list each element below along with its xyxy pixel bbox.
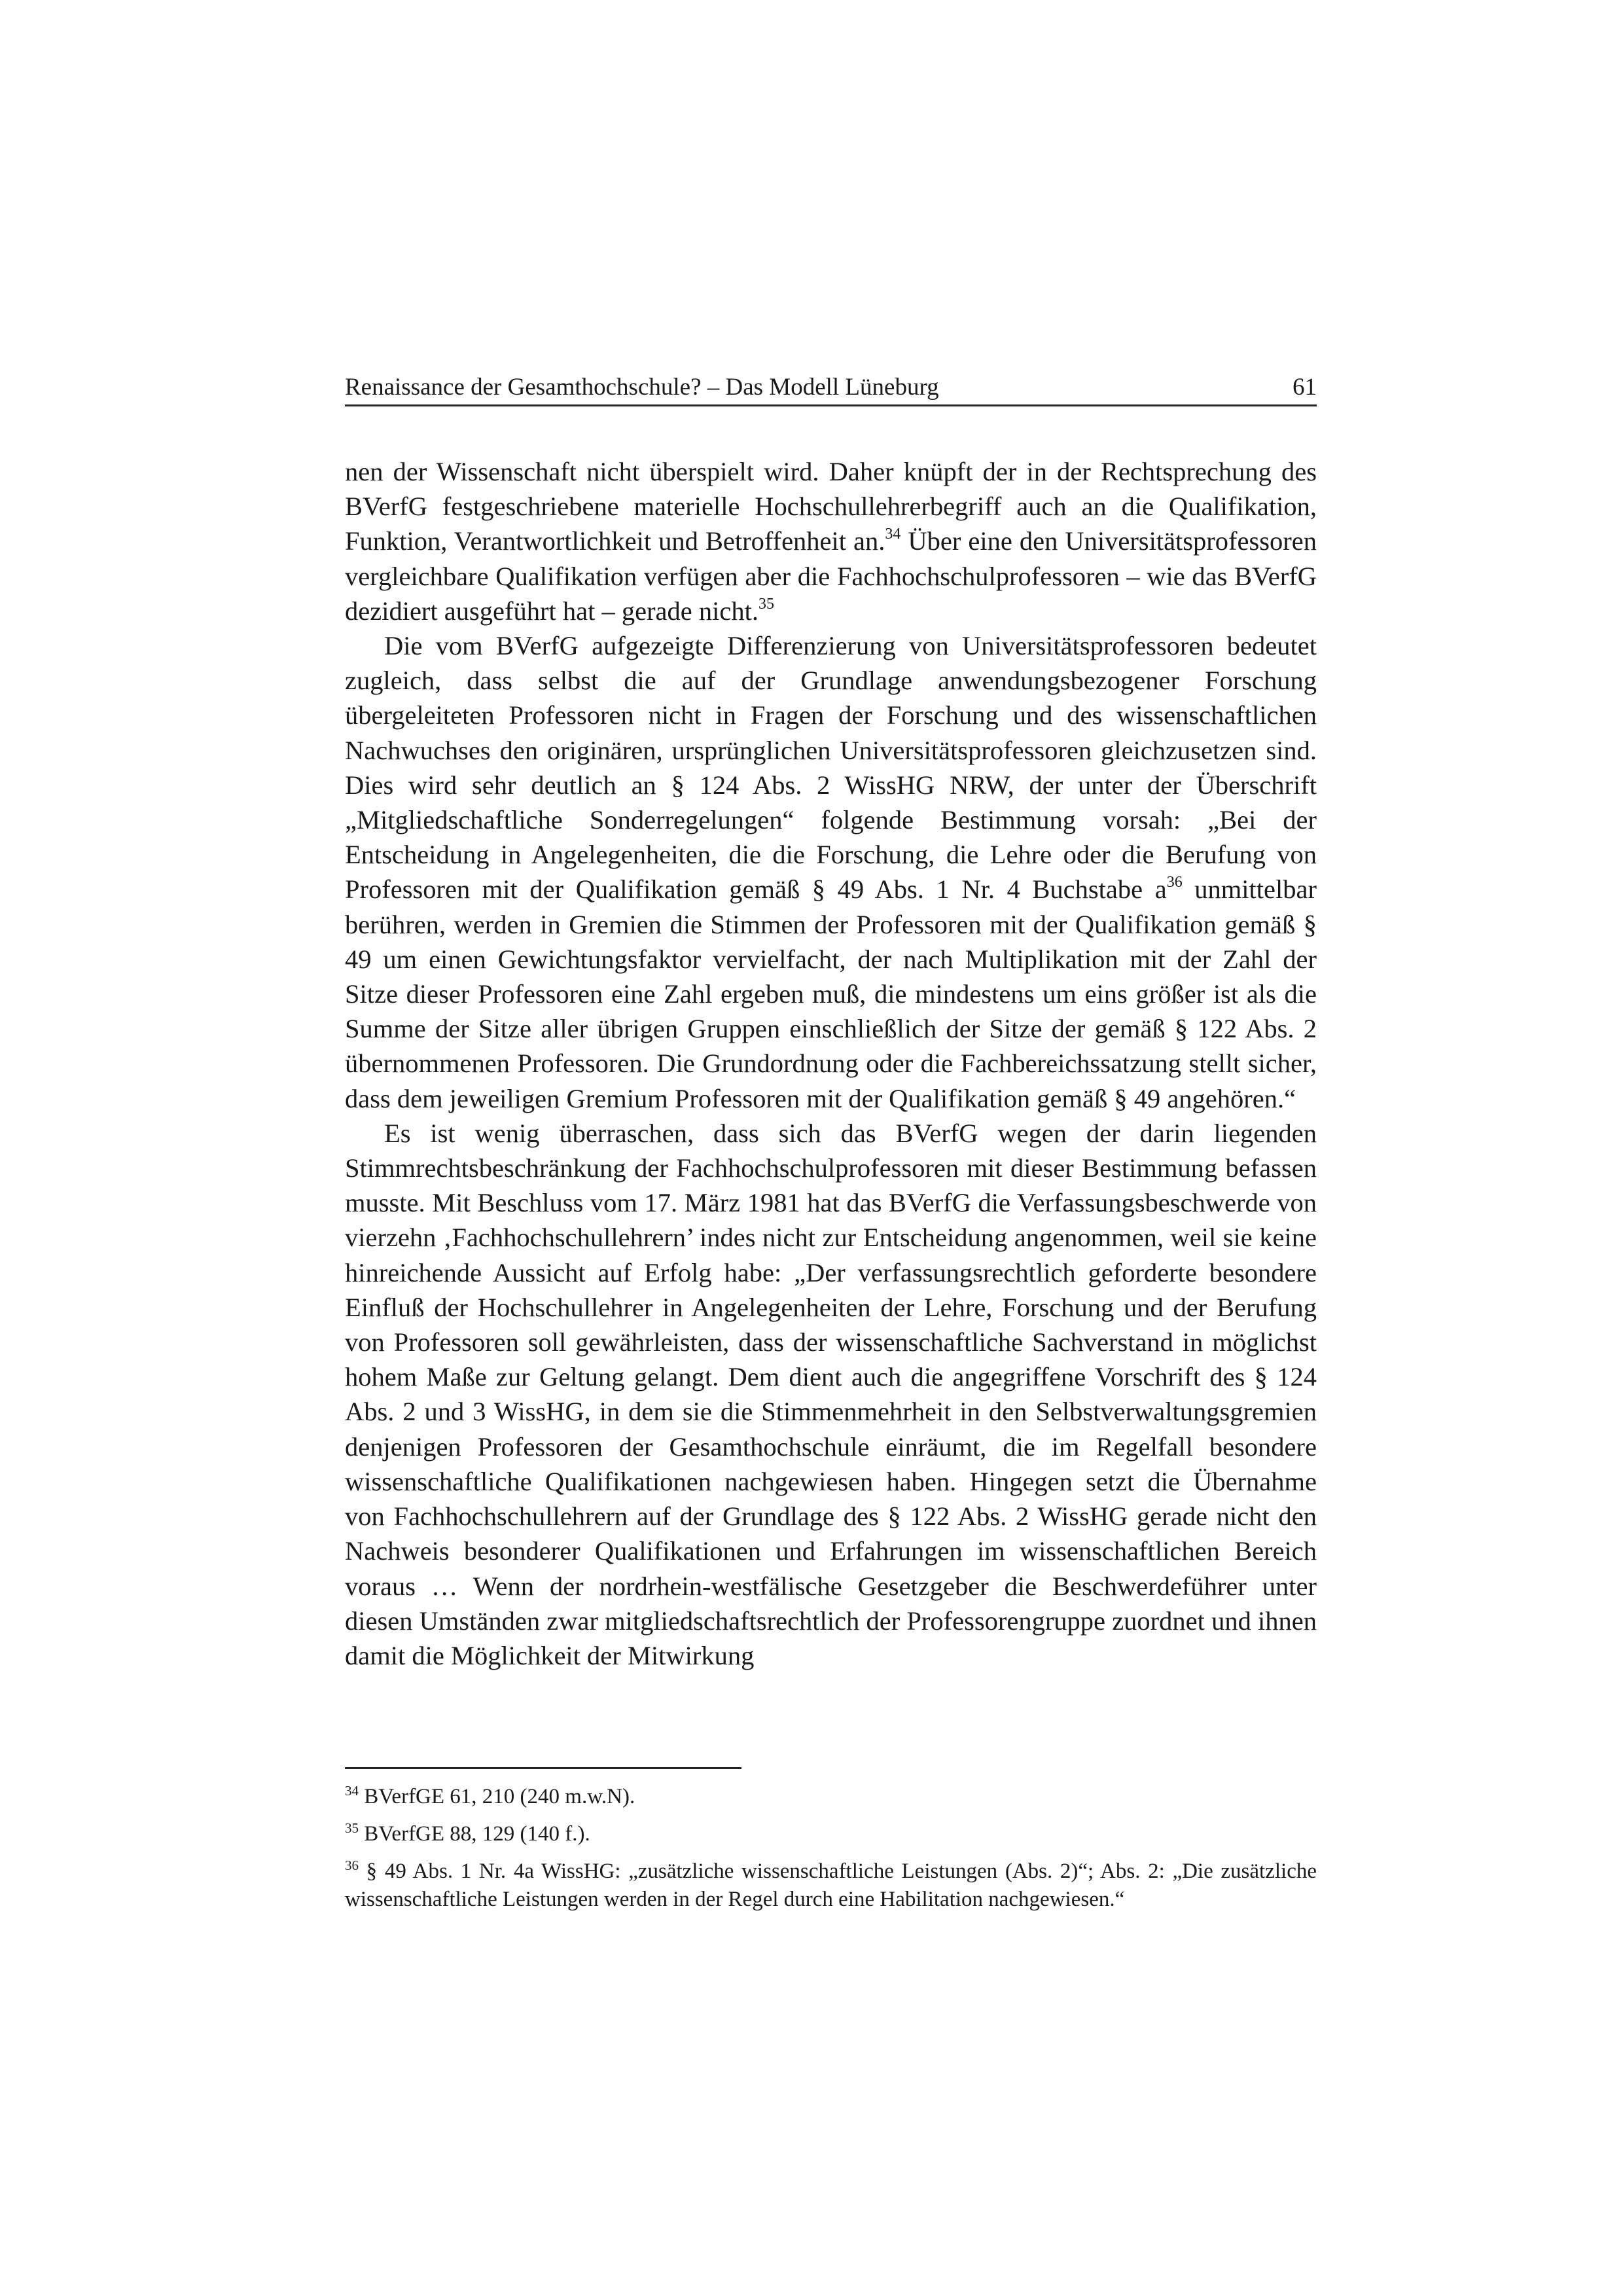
footnote-number: 35: [345, 1820, 359, 1836]
paragraph-1-text-a: nen der Wissenschaft nicht überspielt wird. Daher knüpft der in der Rechtsprechung des BVerfG festgeschriebene materielle Hochschullehrerbegriff auch an die Qualifikation, Funktion, Verantwortlichkeit und Betroffenheit an.: [345, 457, 1317, 556]
footnote-divider: [345, 1767, 741, 1769]
paragraph-2-text-a: Die vom BVerfG aufgezeigte Differenzierung von Universitätsprofessoren bedeutet zugleich, dass selbst die auf der Grundlage anwendungsbezogener Forschung übergeleiteten Professoren nicht in Fragen der Forschung und des wissenschaftlichen Nachwuchses den originären, ursprünglichen Universitätsprofessoren gleichzusetzen sind. Dies wird sehr deutlich an § 124 Abs. 2 WissHG NRW, der unter der Überschrift „Mitgliedschaftliche Sonderregelungen“ folgende Bestimmung vorsah: „Bei der Entscheidung in Angelegenheiten, die die Forschung, die Lehre oder die Berufung von Professoren mit der Qualifikation gemäß § 49 Abs. 1 Nr. 4 Buchstabe a: [345, 631, 1317, 905]
paragraph-1: [345, 454, 1317, 628]
page-number: 61: [1293, 374, 1317, 401]
footnotes: [345, 1783, 1317, 1923]
footnote-text: BVerfGE 61, 210 (240 m.w.N).: [359, 1785, 635, 1808]
footnote-ref-34[interactable]: 34: [885, 526, 901, 543]
paragraph-2-text-b: unmittelbar berühren, werden in Gremien die Stimmen der Professoren mit der Qualifikation gemäß § 49 um einen Gewichtungsfaktor vervielfacht, der nach Multiplikation mit der Zahl der Sitze dieser Professoren eine Zahl ergeben muß, die mindestens um eins größer ist als die Summe der Sitze aller übrigen Gruppen einschließlich der Sitze der gemäß § 122 Abs. 2 übernommenen Professoren. Die Grundordnung oder die Fachbereichssatzung stellt sicher, dass dem jeweiligen Gremium Professoren mit der Qualifikation gemäß § 49 angehören.“: [345, 874, 1317, 1113]
footnote-text: BVerfGE 88, 129 (140 f.).: [359, 1822, 590, 1846]
paragraph-3: [345, 1116, 1317, 1673]
running-header: [345, 370, 1317, 406]
paragraph-1-text-b: Über eine den Universitätsprofessoren vergleichbare Qualifikation verfügen aber die Fachhochschulprofessoren – wie das BVerfG dezidiert ausgeführt hat – gerade nicht.: [345, 526, 1317, 626]
paragraph-2: [345, 628, 1317, 1116]
body-text: [345, 454, 1317, 1673]
footnote-ref-36[interactable]: 36: [1166, 874, 1183, 891]
footnote-34: [345, 1783, 1317, 1811]
footnote-number: 36: [345, 1857, 359, 1873]
running-title: Renaissance der Gesamthochschule? – Das Modell Lüneburg: [345, 374, 939, 401]
footnote-36: [345, 1857, 1317, 1914]
footnote-text: § 49 Abs. 1 Nr. 4a WissHG: „zusätzliche wissenschaftliche Leistungen (Abs. 2)“; Abs. 2: „Die zusätzliche wissenschaftliche Leistungen werden in der Regel durch eine Habilitation nachgewiesen.“: [345, 1859, 1317, 1911]
footnote-number: 34: [345, 1783, 359, 1799]
footnote-ref-35[interactable]: 35: [758, 595, 774, 613]
paragraph-3-text: Es ist wenig überraschen, dass sich das BVerfG wegen der darin liegenden Stimmrechtsbeschränkung der Fachhochschulprofessoren mit dieser Bestimmung befassen musste. Mit Beschluss vom 17. März 1981 hat das BVerfG die Verfassungsbeschwerde von vierzehn ‚Fachhochschullehrern’ indes nicht zur Entscheidung angenommen, weil sie keine hinreichende Aussicht auf Erfolg habe: „Der verfassungsrechtlich geforderte besondere Einfluß der Hochschullehrer in Angelegenheiten der Lehre, Forschung und der Berufung von Professoren soll gewährleisten, dass der wissenschaftliche Sachverstand in möglichst hohem Maße zur Geltung gelangt. Dem dient auch die angegriffene Vorschrift des § 124 Abs. 2 und 3 WissHG, in dem sie die Stimmenmehrheit in den Selbstverwaltungsgremien denjenigen Professoren der Gesamthochschule einräumt, die im Regelfall besondere wissenschaftliche Qualifikationen nachgewiesen haben. Hingegen setzt die Übernahme von Fachhochschullehrern auf der Grundlage des § 122 Abs. 2 WissHG gerade nicht den Nachweis besonderer Qualifikationen und Erfahrungen im wissenschaftlichen Bereich voraus … Wenn der nordrhein-westfälische Gesetzgeber die Beschwerdeführer unter diesen Umständen zwar mitgliedschaftsrechtlich der Professorengruppe zuordnet und ihnen damit die Möglichkeit der Mitwirkung: [345, 1118, 1317, 1670]
footnote-35: [345, 1820, 1317, 1848]
